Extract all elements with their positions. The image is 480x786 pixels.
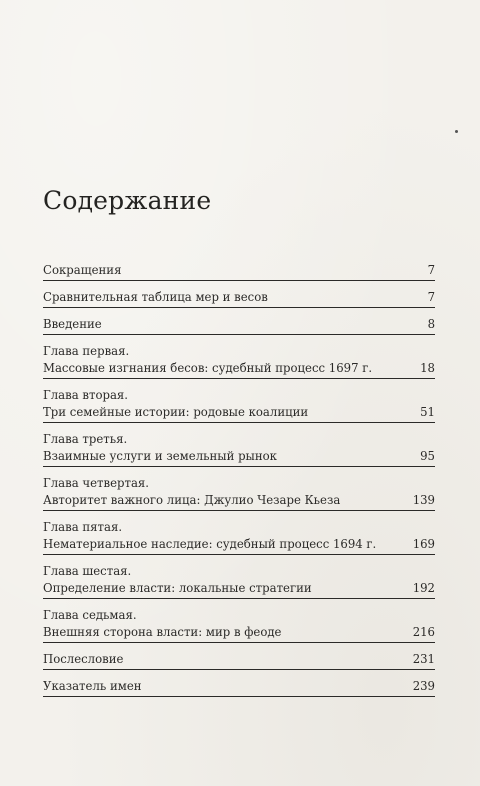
toc-chapter-label: Глава вторая. xyxy=(43,388,129,402)
toc-line xyxy=(43,492,435,509)
toc-line xyxy=(43,360,435,377)
toc-page-number: 139 xyxy=(412,493,435,507)
toc-page-number: 216 xyxy=(412,625,435,639)
toc-chapter-label: Глава первая. xyxy=(43,344,130,358)
toc-line xyxy=(43,262,435,279)
toc-page-number: 95 xyxy=(420,449,435,463)
toc-page-number: 18 xyxy=(420,361,435,375)
toc-page-number: 51 xyxy=(420,405,435,419)
toc-entry xyxy=(43,607,435,643)
toc-line xyxy=(43,536,435,553)
toc-page-number: 169 xyxy=(412,537,435,551)
toc-entry-title: Послесловие xyxy=(43,652,124,666)
toc-line xyxy=(43,678,435,695)
toc-page-number: 239 xyxy=(412,679,435,693)
toc-entry-title: Сравнительная таблица мер и весов xyxy=(43,290,268,304)
toc-chapter-label: Глава четвертая. xyxy=(43,476,150,490)
toc-entry-title: Внешняя сторона власти: мир в феоде xyxy=(43,625,282,639)
toc-line xyxy=(43,289,435,306)
paper-speck xyxy=(455,130,458,133)
toc-page-number: 231 xyxy=(412,652,435,666)
toc-entry-title: Определение власти: локальные стратегии xyxy=(43,581,312,595)
toc-entry-title: Сокращения xyxy=(43,263,122,277)
toc-entry-title: Взаимные услуги и земельный рынок xyxy=(43,449,277,463)
toc-entry xyxy=(43,343,435,379)
toc-page-number: 7 xyxy=(427,263,435,277)
toc-entry-title: Нематериальное наследие: судебный процесс 1694 г. xyxy=(43,537,377,551)
toc-line xyxy=(43,448,435,465)
toc-entry-title: Массовые изгнания бесов: судебный процесс 1697 г. xyxy=(43,361,373,375)
toc-line xyxy=(43,580,435,597)
toc-line xyxy=(43,404,435,421)
toc-entry xyxy=(43,387,435,423)
toc-page-number: 8 xyxy=(427,317,435,331)
toc-entry-title: Авторитет важного лица: Джулио Чезаре Кьеза xyxy=(43,493,341,507)
toc-page-number: 7 xyxy=(427,290,435,304)
toc-entry xyxy=(43,475,435,511)
toc-entry-title: Три семейные истории: родовые коалиции xyxy=(43,405,309,419)
toc-chapter-label: Глава шестая. xyxy=(43,564,132,578)
toc-entry-title: Введение xyxy=(43,317,102,331)
toc-page-number: 192 xyxy=(412,581,435,595)
toc-entry xyxy=(43,289,435,308)
toc-line xyxy=(43,624,435,641)
toc-chapter-label: Глава пятая. xyxy=(43,520,123,534)
toc-entry xyxy=(43,519,435,555)
toc-entry xyxy=(43,651,435,670)
toc-entry xyxy=(43,316,435,335)
toc-line xyxy=(43,651,435,668)
toc-entry xyxy=(43,563,435,599)
toc-entry xyxy=(43,262,435,281)
toc-entry xyxy=(43,431,435,467)
toc-chapter-label: Глава третья. xyxy=(43,432,128,446)
page-title: Содержание xyxy=(43,186,212,215)
toc-entry-title: Указатель имен xyxy=(43,679,142,693)
toc-chapter-label: Глава седьмая. xyxy=(43,608,137,622)
toc-line xyxy=(43,316,435,333)
toc-entry xyxy=(43,678,435,697)
table-of-contents xyxy=(43,262,435,705)
